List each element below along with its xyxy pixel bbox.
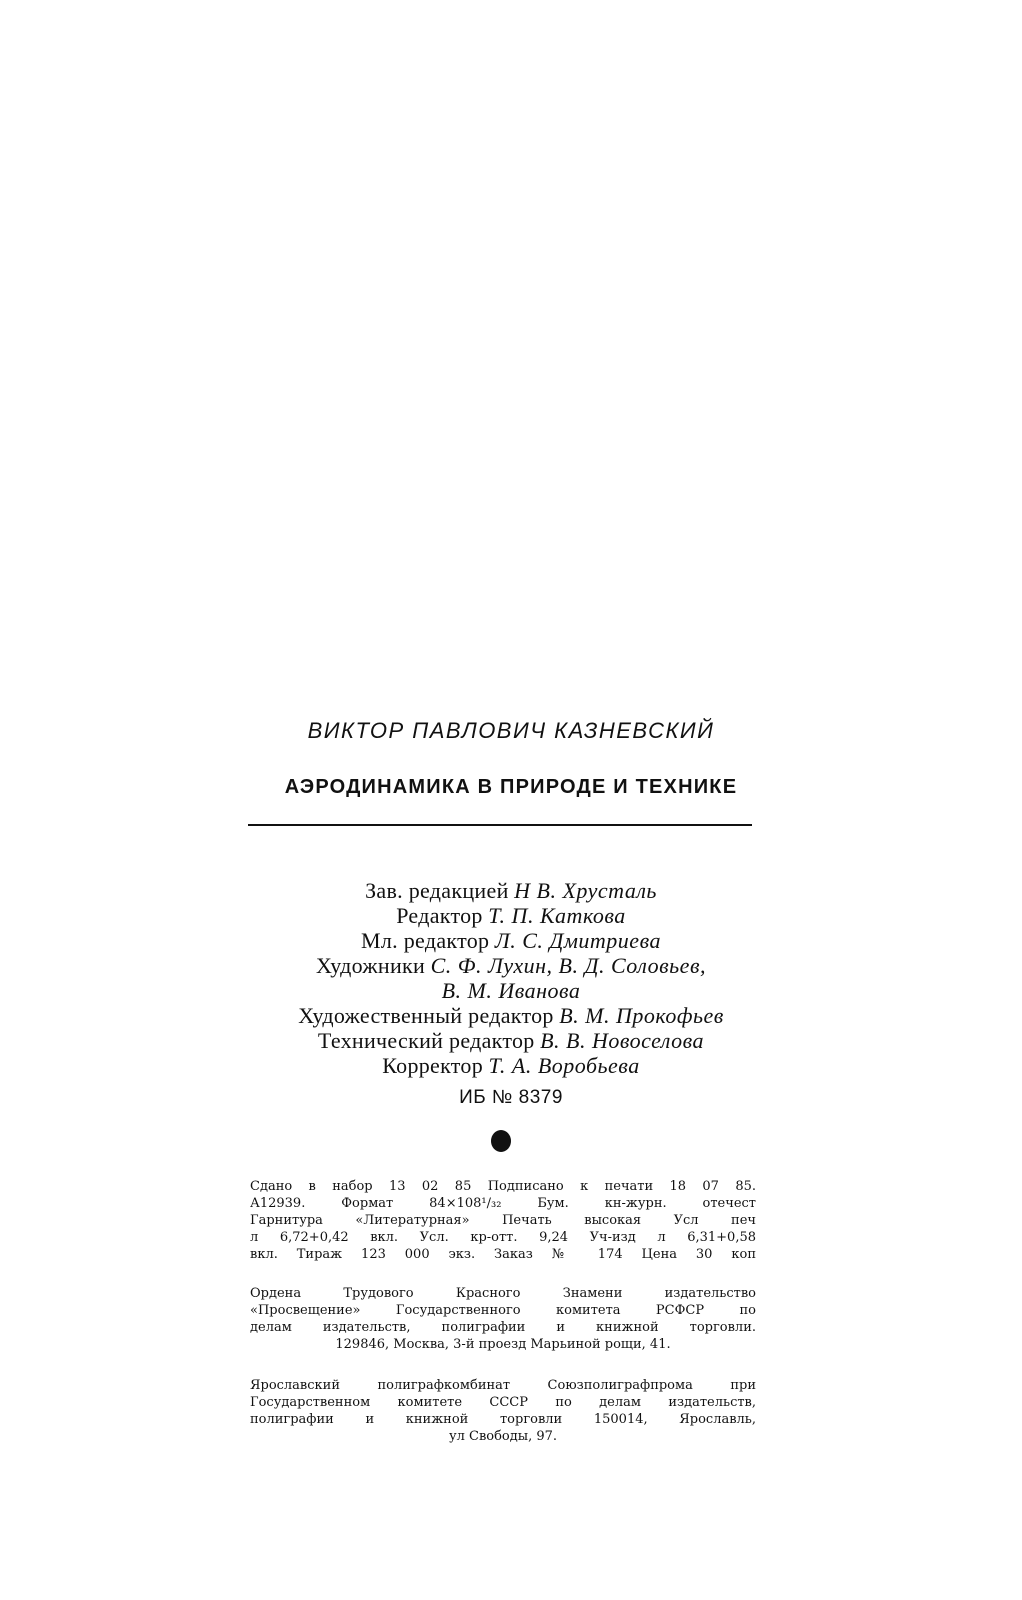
credit-line xyxy=(0,1003,1022,1028)
print-details-line: Сдано в набор 13 02 85 Подписано к печати 18 07 85. xyxy=(250,1179,756,1194)
credit-name: Т. А. Воробьева xyxy=(488,1053,640,1078)
credit-role: Художники xyxy=(316,953,426,978)
credit-role: Художественный редактор xyxy=(298,1003,554,1028)
credit-name: В. В. Новоселова xyxy=(540,1028,705,1053)
credit-line xyxy=(0,878,1022,903)
credit-role: Технический редактор xyxy=(317,1028,535,1053)
credit-name: С. Ф. Лухин, В. Д. Соловьев, xyxy=(430,953,706,978)
credit-name: Н В. Хрусталь xyxy=(514,878,657,903)
print-details-line: вкл. Тираж 123 000 экз. Заказ № 174 Цена 30 коп xyxy=(250,1247,756,1262)
ib-number: ИБ № 8379 xyxy=(459,1087,563,1108)
credit-role: Зав. редакцией xyxy=(365,878,509,903)
credit-name: Т. П. Каткова xyxy=(488,903,626,928)
print-details-line: л 6,72+0,42 вкл. Усл. кр-отт. 9,24 Уч-изд л 6,31+0,58 xyxy=(250,1230,756,1245)
printer-line: ул Свободы, 97. xyxy=(448,1429,558,1444)
print-details xyxy=(250,1178,756,1263)
printer-line: Государственном комитете СССР по делам издательств, xyxy=(250,1395,756,1410)
credit-line xyxy=(0,978,1022,1003)
credit-name: В. М. Иванова xyxy=(441,978,581,1003)
credit-line xyxy=(0,928,1022,953)
credit-name: Л. С. Дмитриева xyxy=(494,928,661,953)
publisher-line: Ордена Трудового Красного Знамени издательство xyxy=(250,1286,756,1301)
author-name: ВИКТОР ПАВЛОВИЧ КАЗНЕВСКИЙ xyxy=(307,718,715,743)
print-details-line: А12939. Формат 84×108¹/₃₂ Бум. кн-журн. отечест xyxy=(250,1196,756,1211)
credit-line xyxy=(0,953,1022,978)
printer-line: полиграфии и книжной торговли 150014, Ярославль, xyxy=(250,1412,756,1427)
credit-line xyxy=(0,1028,1022,1053)
credit-line xyxy=(0,1053,1022,1078)
print-details-line: Гарнитура «Литературная» Печать высокая Усл печ xyxy=(250,1213,756,1228)
printer-info xyxy=(250,1377,756,1445)
credit-role: Корректор xyxy=(382,1053,484,1078)
book-title: АЭРОДИНАМИКА В ПРИРОДЕ И ТЕХНИКЕ xyxy=(284,776,738,798)
publisher-line: «Просвещение» Государственного комитета РСФСР по xyxy=(250,1303,756,1318)
credit-role: Редактор xyxy=(396,903,483,928)
publisher-line: делам издательств, полиграфии и книжной торговли. xyxy=(250,1320,756,1335)
publisher-line: 129846, Москва, 3-й проезд Марьиной рощи, 41. xyxy=(335,1337,671,1352)
bullet-ornament xyxy=(491,1130,511,1152)
credit-name: В. М. Прокофьев xyxy=(559,1003,724,1028)
editorial-credits xyxy=(0,878,1022,1078)
credit-role: Мл. редактор xyxy=(361,928,490,953)
credit-line xyxy=(0,903,1022,928)
publisher-info xyxy=(250,1285,756,1353)
title-divider xyxy=(248,824,752,826)
printer-line: Ярославский полиграфкомбинат Союзполиграфпрома при xyxy=(250,1378,756,1393)
